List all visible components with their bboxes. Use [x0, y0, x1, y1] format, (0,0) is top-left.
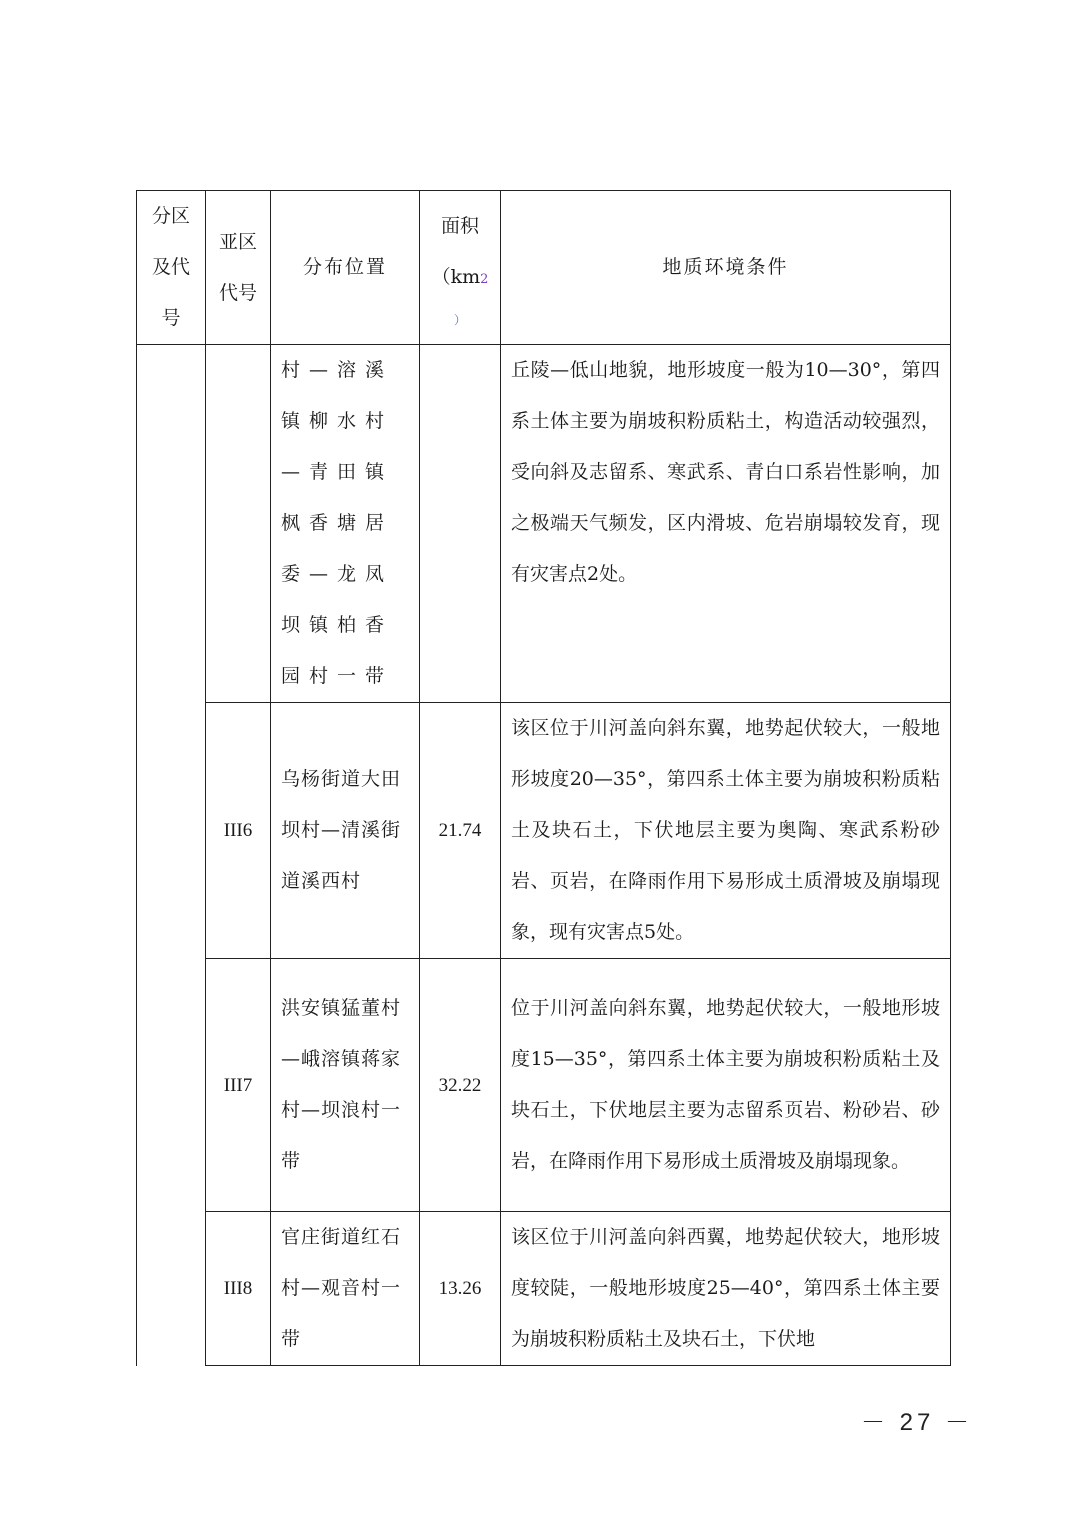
header-zone-line: 号 [161, 307, 181, 329]
subzone-code [206, 345, 271, 703]
header-zone-line: 及代 [151, 256, 190, 278]
table-row [137, 1212, 951, 1366]
zone-cell [137, 345, 206, 1366]
header-area [420, 191, 501, 345]
location-cell: 村—溶溪镇柳水村—青田镇枫香塘居委—龙凤坝镇柏香园村一带 [271, 345, 420, 703]
table-row [137, 703, 951, 959]
table-row [137, 345, 951, 703]
location-cell: 官庄街道红石村—观音村一带 [271, 1212, 420, 1366]
header-area-line: （km [431, 265, 481, 288]
header-zone [137, 191, 206, 345]
header-subzone-line: 代号 [218, 281, 257, 304]
header-area-superscript: 2 [480, 271, 489, 287]
conditions-cell: 丘陵—低山地貌，地形坡度一般为10—30°，第四系土体主要为崩坡积粉质粘土，构造活动较强烈，受向斜及志留系、寒武系、青白口系岩性影响，加之极端天气频发，区内滑坡、危岩崩塌较发育，现有灾害点2处。 [501, 345, 951, 703]
subzone-code: III8 [206, 1212, 271, 1366]
subzone-code: III6 [206, 703, 271, 959]
area-cell [420, 345, 501, 703]
location-cell: 乌杨街道大田坝村—清溪街道溪西村 [271, 703, 420, 959]
location-cell: 洪安镇猛董村—峨溶镇蒋家村—坝浪村一带 [271, 959, 420, 1212]
table-row [137, 959, 951, 1212]
conditions-cell: 该区位于川河盖向斜西翼，地势起伏较大，地形坡度较陡，一般地形坡度25—40°，第四系土体主要为崩坡积粉质粘土及块石土，下伏地 [501, 1212, 951, 1366]
header-subzone [206, 191, 271, 345]
conditions-cell: 位于川河盖向斜东翼，地势起伏较大，一般地形坡度15—35°，第四系土体主要为崩坡积粉质粘土及块石土，下伏地层主要为志留系页岩、粉砂岩、砂岩，在降雨作用下易形成土质滑坡及崩塌现象。 [501, 959, 951, 1212]
header-area-paren: ） [453, 312, 466, 327]
header-conditions: 地质环境条件 [501, 191, 951, 345]
subzone-code: III7 [206, 959, 271, 1212]
area-cell: 21.74 [420, 703, 501, 959]
page-number: － 27 － [861, 1409, 974, 1436]
area-cell: 13.26 [420, 1212, 501, 1366]
geology-table [136, 190, 951, 1366]
header-area-line: 面积 [440, 214, 479, 237]
header-zone-line: 分区 [151, 205, 190, 227]
conditions-cell: 该区位于川河盖向斜东翼，地势起伏较大，一般地形坡度20—35°，第四系土体主要为崩坡积粉质粘土及块石土，下伏地层主要为奥陶、寒武系粉砂岩、页岩，在降雨作用下易形成土质滑坡及崩塌现象，现有灾害点5处。 [501, 703, 951, 959]
header-location: 分布位置 [271, 191, 420, 345]
area-cell: 32.22 [420, 959, 501, 1212]
header-subzone-line: 亚区 [218, 230, 257, 253]
header-row [137, 191, 951, 345]
